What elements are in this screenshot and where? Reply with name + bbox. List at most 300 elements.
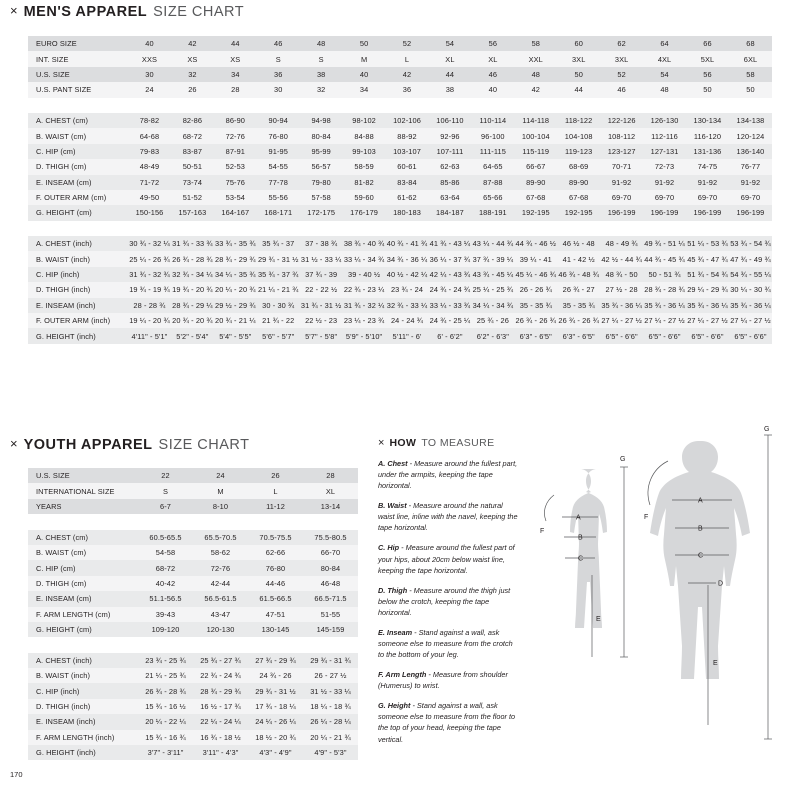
mens-header-cell: 40 xyxy=(359,69,369,79)
mens-cm-cell: 67-68 xyxy=(568,193,589,203)
mens-header-cell: 28 xyxy=(231,85,240,95)
mens-cm-cell: 69-70 xyxy=(697,193,718,203)
table-row xyxy=(28,560,358,575)
table-spacer xyxy=(28,637,358,652)
mens-header-cell: 60 xyxy=(574,39,583,49)
mens-cm-cell: 78-82 xyxy=(139,116,160,126)
mens-cm-cell: 85-86 xyxy=(440,177,460,187)
mens-cm-cell: 80-84 xyxy=(311,131,331,141)
mens-inch-row-label: C. HIP (inch) xyxy=(36,270,80,280)
mens-inch-cell: 51 ¼ - 53 ¾ xyxy=(687,239,728,249)
figure-label-A2: A xyxy=(698,497,703,505)
mens-inch-cell: 45 ¾ - 47 ¾ xyxy=(687,254,728,264)
how-to-measure-panel xyxy=(378,437,518,754)
youth-cm-row-label: F. ARM LENGTH (cm) xyxy=(36,609,111,619)
mens-header-cell: L xyxy=(404,54,410,64)
mens-header-cell: 54 xyxy=(660,69,669,79)
mens-inch-cell: 35 - 35 ¾ xyxy=(519,300,552,310)
mens-inch-cell: 26 ¾ - 27 xyxy=(562,285,595,295)
mens-inch-row-label: D. THIGH (inch) xyxy=(36,285,91,295)
youth-header-cell: 26 xyxy=(271,471,280,481)
youth-header-cell: L xyxy=(273,486,278,496)
close-icon: × xyxy=(378,437,385,449)
mens-cm-cell: 106-110 xyxy=(436,116,464,126)
mens-inch-cell: 6'2" - 6'3" xyxy=(476,331,509,341)
mens-inch-cell: 22 ¾ - 23 ¼ xyxy=(343,285,385,295)
youth-cm-row-label: E. INSEAM (cm) xyxy=(36,594,92,604)
youth-inch-row-label: E. INSEAM (inch) xyxy=(36,717,96,727)
youth-header-cell: 11-12 xyxy=(266,501,285,511)
mens-inch-cell: 35 ¾ - 36 ¼ xyxy=(601,300,642,310)
table-row xyxy=(28,175,772,190)
mens-cm-cell: 59-60 xyxy=(354,193,374,203)
mens-inch-cell: 51 ¾ - 54 ¾ xyxy=(687,270,728,280)
spacer-cell xyxy=(300,98,343,113)
mens-inch-cell: 19 ¾ - 19 ¾ xyxy=(129,285,170,295)
figure-label-G: G xyxy=(620,456,626,463)
mens-header-cell: 36 xyxy=(274,69,283,79)
mens-cm-cell: 54-55 xyxy=(268,162,288,172)
howto-item-key: B. Waist xyxy=(378,501,407,511)
youth-cm-cell: 46-48 xyxy=(320,578,341,588)
youth-inch-row-label: C. HIP (inch) xyxy=(36,686,80,696)
mens-cm-cell: 122-126 xyxy=(607,116,636,126)
mens-header-row-label: U.S. PANT SIZE xyxy=(36,85,92,95)
mens-cm-cell: 60-61 xyxy=(397,162,417,172)
mens-inch-cell: 22 ½ - 23 xyxy=(305,316,338,326)
youth-inch-cell: 16 ½ - 17 ¾ xyxy=(200,702,241,712)
youth-inch-cell: 3'11" - 4'3" xyxy=(202,748,239,758)
mens-inch-cell: 5'4" - 5'5" xyxy=(219,331,252,341)
mens-inch-cell: 35 ¾ - 36 ¼ xyxy=(730,300,771,310)
mens-header-cell: 62 xyxy=(617,39,626,49)
table-row xyxy=(28,67,772,82)
table-row xyxy=(28,591,358,606)
youth-inch-row-label: A. CHEST (inch) xyxy=(36,655,92,665)
youth-section-heading xyxy=(10,437,250,453)
youth-inch-row-label: B. WAIST (inch) xyxy=(36,671,91,681)
youth-cm-row-label: A. CHEST (cm) xyxy=(36,532,89,542)
mens-header-cell: 48 xyxy=(531,69,540,79)
mens-inch-cell: 46 ¾ - 48 ¾ xyxy=(558,270,599,280)
spacer-cell xyxy=(343,98,386,113)
mens-cm-cell: 72-76 xyxy=(225,131,246,141)
mens-cm-cell: 61-62 xyxy=(397,193,417,203)
howto-item: C. Hip - Measure around the fullest part of your hips, about 20cm below waist line, keeping the tape horizontal. xyxy=(378,543,515,575)
mens-header-cell: 52 xyxy=(617,69,626,79)
mens-cm-cell: 184-187 xyxy=(436,208,464,218)
mens-inch-cell: 42 ¼ - 43 ¾ xyxy=(429,270,471,280)
mens-cm-cell: 196-199 xyxy=(736,208,765,218)
mens-inch-cell: 28 ¾ - 28 ¾ xyxy=(644,285,685,295)
mens-inch-cell: 27 ¼ - 27 ½ xyxy=(644,316,685,326)
youth-cm-cell: 61.5-66.5 xyxy=(259,594,292,604)
mens-cm-cell: 130-134 xyxy=(693,116,722,126)
figure-label-B: B xyxy=(578,534,583,542)
mens-header-cell: 52 xyxy=(402,39,412,49)
youth-header-cell: 6-7 xyxy=(160,501,171,511)
mens-cm-cell: 91-92 xyxy=(740,177,761,187)
figure-label-B2: B xyxy=(698,525,703,533)
mens-cm-cell: 91-92 xyxy=(654,177,675,187)
youth-header-cell: 22 xyxy=(161,471,170,481)
mens-cm-cell: 63-64 xyxy=(440,193,460,203)
table-spacer xyxy=(28,514,358,529)
mens-header-cell: XXS xyxy=(141,54,158,64)
mens-cm-cell: 90-94 xyxy=(268,116,288,126)
mens-inch-cell: 21 ¾ - 22 xyxy=(262,316,295,326)
mens-cm-cell: 107-111 xyxy=(436,146,464,156)
mens-size-chart-table xyxy=(28,36,772,344)
mens-cm-cell: 126-130 xyxy=(650,116,679,126)
mens-cm-cell: 164-167 xyxy=(221,208,250,218)
youth-inch-cell: 31 ½ - 33 ¼ xyxy=(310,686,351,696)
mens-header-cell: 50 xyxy=(574,69,583,79)
spacer-cell xyxy=(248,514,303,529)
mens-cm-cell: 65-66 xyxy=(483,193,503,203)
mens-cm-cell: 108-112 xyxy=(607,131,636,141)
mens-cm-cell: 70-71 xyxy=(611,162,632,172)
mens-inch-cell: 20 ¾ - 20 ¾ xyxy=(172,316,213,326)
close-icon: × xyxy=(10,3,18,18)
mens-inch-cell: 25 ¼ - 25 ¾ xyxy=(472,285,514,295)
mens-inch-cell: 5'9" - 5'10" xyxy=(345,331,383,341)
table-row xyxy=(28,699,358,714)
mens-inch-cell: 6'5" - 6'6" xyxy=(691,331,724,341)
mens-inch-cell: 38 ¾ - 40 ¾ xyxy=(343,239,385,249)
mens-inch-cell: 20 ¾ - 21 ¼ xyxy=(215,316,256,326)
youth-inch-cell: 15 ¾ - 16 ½ xyxy=(145,702,186,712)
youth-cm-cell: 39-43 xyxy=(155,609,176,619)
table-row xyxy=(28,267,772,282)
mens-inch-cell: 50 - 51 ¾ xyxy=(648,270,681,280)
youth-cm-cell: 66-70 xyxy=(320,548,341,558)
mens-cm-cell: 98-102 xyxy=(352,116,376,126)
howto-item-key: A. Chest xyxy=(378,459,408,468)
spacer-cell xyxy=(248,637,303,652)
youth-cm-cell: 51.1-56.5 xyxy=(149,594,182,604)
mens-inch-cell: 31 ¾ - 32 ¼ xyxy=(343,300,385,310)
youth-inch-cell: 27 ¾ - 29 ¾ xyxy=(255,655,296,665)
spacer-cell xyxy=(303,637,358,652)
youth-cm-cell: 56.5-61.5 xyxy=(204,594,237,604)
youth-header-cell: 28 xyxy=(326,471,335,481)
spacer-cell xyxy=(28,514,138,529)
spacer-cell xyxy=(257,221,300,236)
mens-cm-cell: 89-90 xyxy=(568,177,589,187)
mens-inch-cell: 24 - 24 ¾ xyxy=(390,316,424,326)
table-spacer xyxy=(28,221,772,236)
mens-inch-cell: 5'7" - 5'8" xyxy=(305,331,338,341)
spacer-cell xyxy=(643,98,686,113)
mens-cm-cell: 150-156 xyxy=(135,208,164,218)
youth-title-strong: YOUTH APPAREL xyxy=(23,437,153,453)
mens-inch-cell: 36 ¼ - 37 ¾ xyxy=(429,254,471,264)
mens-inch-cell: 26 ¾ - 26 ¾ xyxy=(558,316,599,326)
mens-cm-cell: 69-70 xyxy=(611,193,632,203)
mens-header-cell: 34 xyxy=(359,85,369,95)
spacer-cell xyxy=(28,637,138,652)
mens-inch-cell: 40 ¾ - 41 ¾ xyxy=(386,239,428,249)
youth-header-cell: XL xyxy=(325,486,336,496)
mens-cm-cell: 69-70 xyxy=(740,193,761,203)
mens-header-cell: 48 xyxy=(660,85,669,95)
mens-header-cell: 34 xyxy=(231,69,240,79)
mens-cm-cell: 192-195 xyxy=(521,208,550,218)
mens-cm-cell: 75-76 xyxy=(225,177,246,187)
youth-cm-cell: 47-51 xyxy=(265,609,286,619)
mens-inch-cell: 6'5" - 6'6" xyxy=(648,331,681,341)
mens-inch-cell: 49 ¾ - 51 ¼ xyxy=(644,239,685,249)
body-diagram-svg xyxy=(520,425,785,765)
table-row xyxy=(28,328,772,343)
youth-inch-cell: 20 ¼ - 21 ¾ xyxy=(310,732,351,742)
mens-inch-cell: 54 ¾ - 55 ¼ xyxy=(730,270,771,280)
youth-inch-cell: 25 ¾ - 27 ¾ xyxy=(200,655,241,665)
mens-cm-cell: 196-199 xyxy=(607,208,636,218)
mens-inch-cell: 27 ¼ - 27 ½ xyxy=(730,316,771,326)
howto-item-key: F. Arm Length xyxy=(378,670,427,680)
mens-inch-row-label: A. CHEST (inch) xyxy=(36,239,92,249)
youth-cm-cell: 75.5-80.5 xyxy=(314,532,347,542)
youth-header-row-label: U.S. SIZE xyxy=(36,471,70,481)
youth-inch-cell: 24 ¾ - 26 xyxy=(259,671,292,681)
mens-cm-cell: 67-68 xyxy=(526,193,546,203)
mens-cm-cell: 94-98 xyxy=(311,116,331,126)
spacer-cell xyxy=(257,98,300,113)
youth-cm-cell: 43-47 xyxy=(210,609,231,619)
youth-size-chart-table xyxy=(28,468,358,760)
mens-inch-cell: 35 ¾ - 36 ¼ xyxy=(644,300,685,310)
mens-cm-cell: 71-72 xyxy=(139,177,160,187)
spacer-cell xyxy=(193,514,248,529)
spacer-cell xyxy=(471,221,514,236)
figure-label-E: E xyxy=(596,616,601,623)
figure-label-G2: G xyxy=(764,426,770,433)
youth-cm-row-label: B. WAIST (cm) xyxy=(36,548,87,558)
howto-item: A. Chest - Measure around the fullest part, under the armpits, keeping the tape horizontal. xyxy=(378,459,518,491)
mens-inch-cell: 37 ¾ - 39 xyxy=(305,270,338,280)
howto-item-key: D. Thigh xyxy=(378,585,408,595)
mens-inch-cell: 34 ¾ - 36 ¼ xyxy=(386,254,428,264)
table-row xyxy=(28,745,358,760)
mens-inch-cell: 6'5" - 6'6" xyxy=(734,331,767,341)
mens-header-cell: 58 xyxy=(746,69,755,79)
mens-cm-cell: 83-87 xyxy=(182,146,203,156)
table-spacer xyxy=(28,98,772,113)
table-row xyxy=(28,36,772,51)
mens-header-row-label: U.S. SIZE xyxy=(36,69,70,79)
mens-header-cell: 50 xyxy=(746,85,755,95)
mens-header-cell: 56 xyxy=(488,39,498,49)
youth-header-cell: M xyxy=(217,486,224,496)
table-row xyxy=(28,545,358,560)
mens-inch-cell: 4'11" - 5'1" xyxy=(131,331,168,341)
youth-inch-cell: 22 ¼ - 24 ¼ xyxy=(200,717,241,727)
mens-cm-cell: 76-77 xyxy=(740,162,761,172)
youth-inch-row-label: D. THIGH (inch) xyxy=(36,702,91,712)
spacer-cell xyxy=(386,221,429,236)
howto-item: E. Inseam - Stand against a wall, ask someone else to measure from the crotch to the bottom of your leg. xyxy=(378,627,513,660)
mens-cm-cell: 72-73 xyxy=(654,162,675,172)
mens-header-cell: 50 xyxy=(359,39,369,49)
youth-inch-cell: 26 ¼ - 28 ¼ xyxy=(310,717,351,727)
table-row xyxy=(28,683,358,698)
mens-cm-cell: 131-136 xyxy=(693,146,722,156)
mens-inch-row-label: E. INSEAM (inch) xyxy=(36,300,96,310)
mens-inch-cell: 31 ½ - 33 ¼ xyxy=(300,254,342,264)
mens-header-cell: 30 xyxy=(274,85,283,95)
mens-cm-cell: 86-90 xyxy=(225,116,246,126)
youth-cm-cell: 70.5-75.5 xyxy=(259,532,292,542)
mens-inch-cell: 31 ¾ - 32 ¾ xyxy=(129,270,170,280)
spacer-cell xyxy=(557,98,600,113)
youth-inch-cell: 3'7" - 3'11" xyxy=(147,748,184,758)
mens-cm-cell: 91-92 xyxy=(611,177,632,187)
mens-cm-cell: 96-100 xyxy=(481,131,505,141)
youth-cm-cell: 130-145 xyxy=(261,625,290,635)
youth-header-cell: S xyxy=(162,486,169,496)
table-row xyxy=(28,730,358,745)
mens-cm-cell: 119-123 xyxy=(565,146,593,156)
spacer-cell xyxy=(138,514,193,529)
spacer-cell xyxy=(600,98,643,113)
mens-cm-cell: 52-53 xyxy=(225,162,246,172)
mens-header-cell: 6XL xyxy=(743,54,758,64)
mens-inch-cell: 48 ¾ - 50 xyxy=(605,270,638,280)
how-to-measure-heading xyxy=(378,437,518,449)
youth-cm-cell: 120-130 xyxy=(206,625,235,635)
mens-inch-cell: 25 ¼ - 26 ¾ xyxy=(129,254,170,264)
mens-cm-cell: 95-99 xyxy=(311,146,331,156)
mens-cm-cell: 79-83 xyxy=(139,146,160,156)
mens-cm-cell: 99-103 xyxy=(352,146,376,156)
mens-cm-cell: 62-63 xyxy=(440,162,460,172)
howto-item: D. Thigh - Measure around the thigh just below the crotch, keeping the tape horizontal. xyxy=(378,585,511,617)
mens-header-cell: 24 xyxy=(145,85,154,95)
figure-label-F: F xyxy=(540,528,545,535)
mens-cm-cell: 176-179 xyxy=(350,208,378,218)
mens-cm-cell: 104-108 xyxy=(564,131,593,141)
youth-cm-cell: 65.5-70.5 xyxy=(204,532,237,542)
table-row xyxy=(28,313,772,328)
mens-header-cell: XS xyxy=(187,54,198,64)
table-row xyxy=(28,499,358,514)
figure-label-C: C xyxy=(578,555,584,563)
youth-title-light: SIZE CHART xyxy=(158,437,250,453)
mens-inch-cell: 41 ¾ - 43 ¼ xyxy=(429,239,471,249)
mens-inch-cell: 44 ¾ - 45 ¾ xyxy=(644,254,685,264)
spacer-cell xyxy=(128,221,171,236)
mens-cm-row-label: E. INSEAM (cm) xyxy=(36,177,92,187)
table-row xyxy=(28,298,772,313)
spacer-cell xyxy=(729,98,772,113)
spacer-cell xyxy=(303,514,358,529)
mens-title-light: SIZE CHART xyxy=(153,4,245,20)
mens-inch-cell: 34 ¼ - 35 ¾ xyxy=(215,270,256,280)
mens-inch-cell: 37 ¾ - 39 ¼ xyxy=(472,254,514,264)
mens-header-cell: 44 xyxy=(231,39,240,49)
mens-cm-cell: 192-195 xyxy=(564,208,593,218)
table-row xyxy=(28,668,358,683)
mens-inch-cell: 40 ½ - 42 ¼ xyxy=(386,270,428,280)
mens-inch-cell: 32 ¾ - 33 ¼ xyxy=(386,300,428,310)
youth-cm-cell: 58-62 xyxy=(210,548,231,558)
mens-inch-cell: 6'3" - 6'5" xyxy=(519,331,552,341)
mens-header-cell: 3XL xyxy=(571,54,586,64)
spacer-cell xyxy=(300,221,343,236)
mens-inch-cell: 33 ¼ - 34 ¾ xyxy=(343,254,385,264)
mens-inch-cell: 31 ¾ - 31 ½ xyxy=(300,300,342,310)
mens-cm-cell: 157-163 xyxy=(178,208,207,218)
mens-inch-cell: 33 ¼ - 33 ¾ xyxy=(429,300,471,310)
mens-inch-cell: 28 ¾ - 29 ¼ xyxy=(172,300,213,310)
mens-cm-cell: 91-92 xyxy=(697,177,718,187)
mens-inch-cell: 22 - 22 ½ xyxy=(305,285,338,295)
mens-header-cell: 46 xyxy=(488,69,498,79)
youth-inch-cell: 4'9" - 5'3" xyxy=(314,748,347,758)
mens-header-cell: 38 xyxy=(445,85,455,95)
mens-cm-cell: 110-114 xyxy=(479,116,507,126)
mens-header-cell: 5XL xyxy=(700,54,715,64)
mens-header-cell: 42 xyxy=(402,69,412,79)
mens-header-cell: 42 xyxy=(531,85,540,95)
table-row xyxy=(28,113,772,128)
spacer-cell xyxy=(514,98,557,113)
mens-cm-cell: 66-67 xyxy=(526,162,546,172)
mens-cm-cell: 57-58 xyxy=(311,193,331,203)
howto-item: B. Waist - Measure around the natural waist line, inline with the navel, keeping the tape horizontal. xyxy=(378,501,518,533)
table-row xyxy=(28,128,772,143)
mens-cm-cell: 58-59 xyxy=(354,162,374,172)
mens-cm-cell: 116-120 xyxy=(693,131,722,141)
mens-cm-cell: 112-116 xyxy=(651,131,678,141)
mens-cm-cell: 84-88 xyxy=(354,131,374,141)
spacer-cell xyxy=(214,221,257,236)
mens-cm-cell: 136-140 xyxy=(736,146,765,156)
mens-inch-cell: 19 ¼ - 20 ¾ xyxy=(129,316,170,326)
mens-inch-cell: 31 ¾ - 33 ¾ xyxy=(172,239,213,249)
youth-inch-cell: 17 ¾ - 18 ¼ xyxy=(255,702,296,712)
youth-inch-cell: 22 ¾ - 24 ¾ xyxy=(200,671,241,681)
mens-cm-row-label: G. HEIGHT (cm) xyxy=(36,208,92,218)
mens-cm-cell: 92-96 xyxy=(440,131,460,141)
mens-cm-cell: 120-124 xyxy=(736,131,765,141)
mens-inch-cell: 29 ¼ - 29 ¾ xyxy=(687,285,728,295)
mens-cm-cell: 64-68 xyxy=(139,131,160,141)
mens-cm-cell: 114-118 xyxy=(522,116,550,126)
mens-cm-row-label: B. WAIST (cm) xyxy=(36,131,87,141)
mens-inch-cell: 30 - 30 ¾ xyxy=(262,300,295,310)
mens-cm-row-label: C. HIP (cm) xyxy=(36,146,76,156)
mens-cm-cell: 56-57 xyxy=(311,162,331,172)
spacer-cell xyxy=(386,98,429,113)
mens-cm-cell: 69-70 xyxy=(654,193,675,203)
mens-inch-cell: 28 ¾ - 29 ¾ xyxy=(215,254,256,264)
youth-cm-cell: 44-46 xyxy=(265,578,286,588)
mens-inch-row-label: B. WAIST (inch) xyxy=(36,254,91,264)
howto-title-light: TO MEASURE xyxy=(421,437,495,449)
mens-cm-cell: 172-175 xyxy=(307,208,336,218)
mens-inch-cell: 33 ¾ - 35 ¾ xyxy=(215,239,256,249)
figure-label-F2: F xyxy=(644,514,649,521)
mens-inch-cell: 29 ¾ - 31 ½ xyxy=(257,254,299,264)
table-row xyxy=(28,622,358,637)
mens-cm-cell: 53-54 xyxy=(225,193,246,203)
mens-inch-cell: 45 ¼ - 46 ¾ xyxy=(515,270,557,280)
adult-figure-silhouette xyxy=(650,441,750,679)
mens-cm-cell: 102-106 xyxy=(393,116,421,126)
